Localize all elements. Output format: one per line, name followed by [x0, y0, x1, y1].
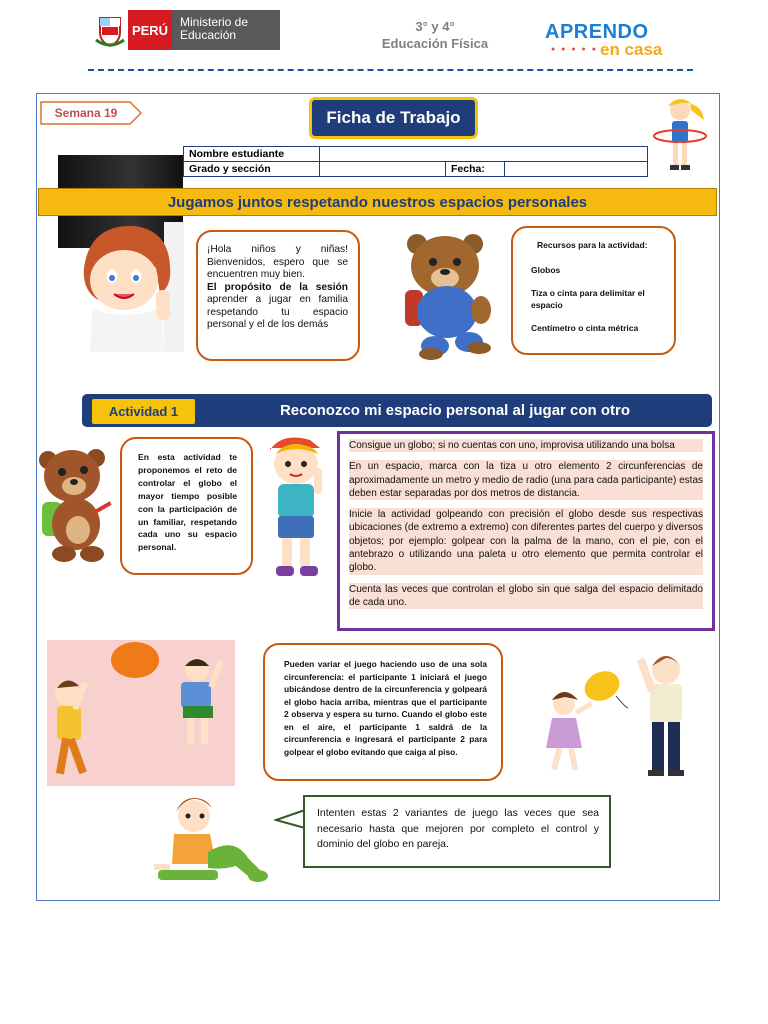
date-field[interactable]: [505, 162, 648, 177]
instruction-step: Cuenta las veces que controlan el globo sin que salga del espacio delimitado de cada uno.: [349, 583, 703, 608]
bear-student-illustration: [395, 228, 503, 360]
activity-tag: Actividad 1: [92, 399, 195, 424]
greeting-text: ¡Hola niños y niñas! Bienvenidos, espero que se encuentren muy bien.: [207, 244, 348, 280]
activity-title: Reconozco mi espacio personal al jugar con otro: [279, 402, 631, 419]
lesson-banner: Jugamos juntos respetando nuestros espacios personales: [38, 188, 717, 216]
grade-section-field[interactable]: [320, 162, 446, 177]
closing-note: Intenten estas 2 variantes de juego las veces que sea necesario hasta que mejoren por completo el control y dominio del globo en pareja.: [303, 795, 611, 868]
resources-title: Recursos para la actividad:: [537, 240, 648, 250]
instruction-step: Consigue un globo; si no cuentas con uno, improvisa utilizando una bolsa: [349, 439, 703, 452]
logo-line1: APRENDO: [545, 21, 649, 43]
resource-item: Tiza o cinta para delimitar el espacio: [531, 288, 645, 310]
resource-item: Centímetro o cinta métrica: [531, 323, 639, 333]
boy-sitting-illustration: [154, 794, 274, 886]
challenge-bubble: En esta actividad te proponemos el reto de controlar el globo el mayor tiempo posible con la participación de un familiar, respetando cada uno su espacio personal.: [120, 437, 253, 575]
speech-tail-icon: [274, 808, 306, 830]
aprendo-en-casa-logo: [545, 22, 685, 58]
purpose-label: El propósito de la sesión: [207, 281, 348, 293]
ministry-label: Ministerio de Educación: [172, 10, 280, 50]
grade-label: 3° y 4°: [415, 19, 455, 34]
logo-dots-icon: ● ● ● ● ●: [551, 46, 598, 53]
resources-bubble: [511, 226, 676, 355]
girl-peeking-illustration: [72, 222, 184, 352]
logo-line2: en casa: [600, 40, 663, 59]
greeting-bubble: [196, 230, 360, 361]
date-label: Fecha:: [446, 162, 505, 177]
minedu-logo: [92, 10, 280, 50]
student-name-field[interactable]: [320, 147, 648, 162]
hula-hoop-girl-illustration: [652, 96, 710, 176]
grade-section-label: Grado y sección: [184, 162, 320, 177]
purpose-text: aprender a jugar en familia respetando tu espacio personal y el de los demás: [207, 294, 348, 330]
grade-heading: [360, 18, 510, 52]
boy-pointing-illustration: [262, 432, 334, 582]
student-name-label: Nombre estudiante: [184, 147, 320, 162]
instruction-step: Inicie la actividad golpeando con precisión el globo desde sus respectivas ubicaciones (de extremo a extremo) con diferentes partes del cuerpo y diversos objetos; por ejemplo: golpear con la palma de la mano, con el pie, con el antebrazo o utilizando una paleta u otro elemento que permita controlar el globo.: [349, 509, 703, 574]
resource-item: Globos: [531, 265, 561, 275]
week-tag: [40, 101, 142, 125]
subject-label: Educación Física: [381, 36, 489, 51]
family-balloon-illustration: [528, 648, 704, 780]
header-divider: [88, 69, 693, 71]
variant-bubble: Pueden variar el juego haciendo uso de una sola circunferencia: el participante 1 iniciará el juego ubicándose dentro de la circunferencia y golpeará el globo hacia arriba, mientras que el participante 2 observa y espera su turno. Cuando el globo este en el aire, el participante 1 saldrá de la circunferencia e ingresará el participante 2 para golpear el globo evitando que caiga al piso.: [263, 643, 503, 781]
coat-of-arms-icon: [92, 10, 128, 50]
student-info-table: [183, 146, 648, 177]
sheet-title: Ficha de Trabajo: [309, 97, 478, 139]
instruction-step: En un espacio, marca con la tiza u otro elemento 2 circunferencias de aproximadamente un metro y medio de radio (una para cada participante) estas deben estar separadas por dos metros de distancia.: [349, 461, 703, 499]
bear-writing-illustration: [38, 440, 116, 564]
peru-label: PERÚ: [128, 10, 172, 50]
kids-balloon-scene: [47, 640, 235, 786]
instructions-box: [337, 431, 715, 631]
week-label: Semana 19: [54, 106, 118, 120]
